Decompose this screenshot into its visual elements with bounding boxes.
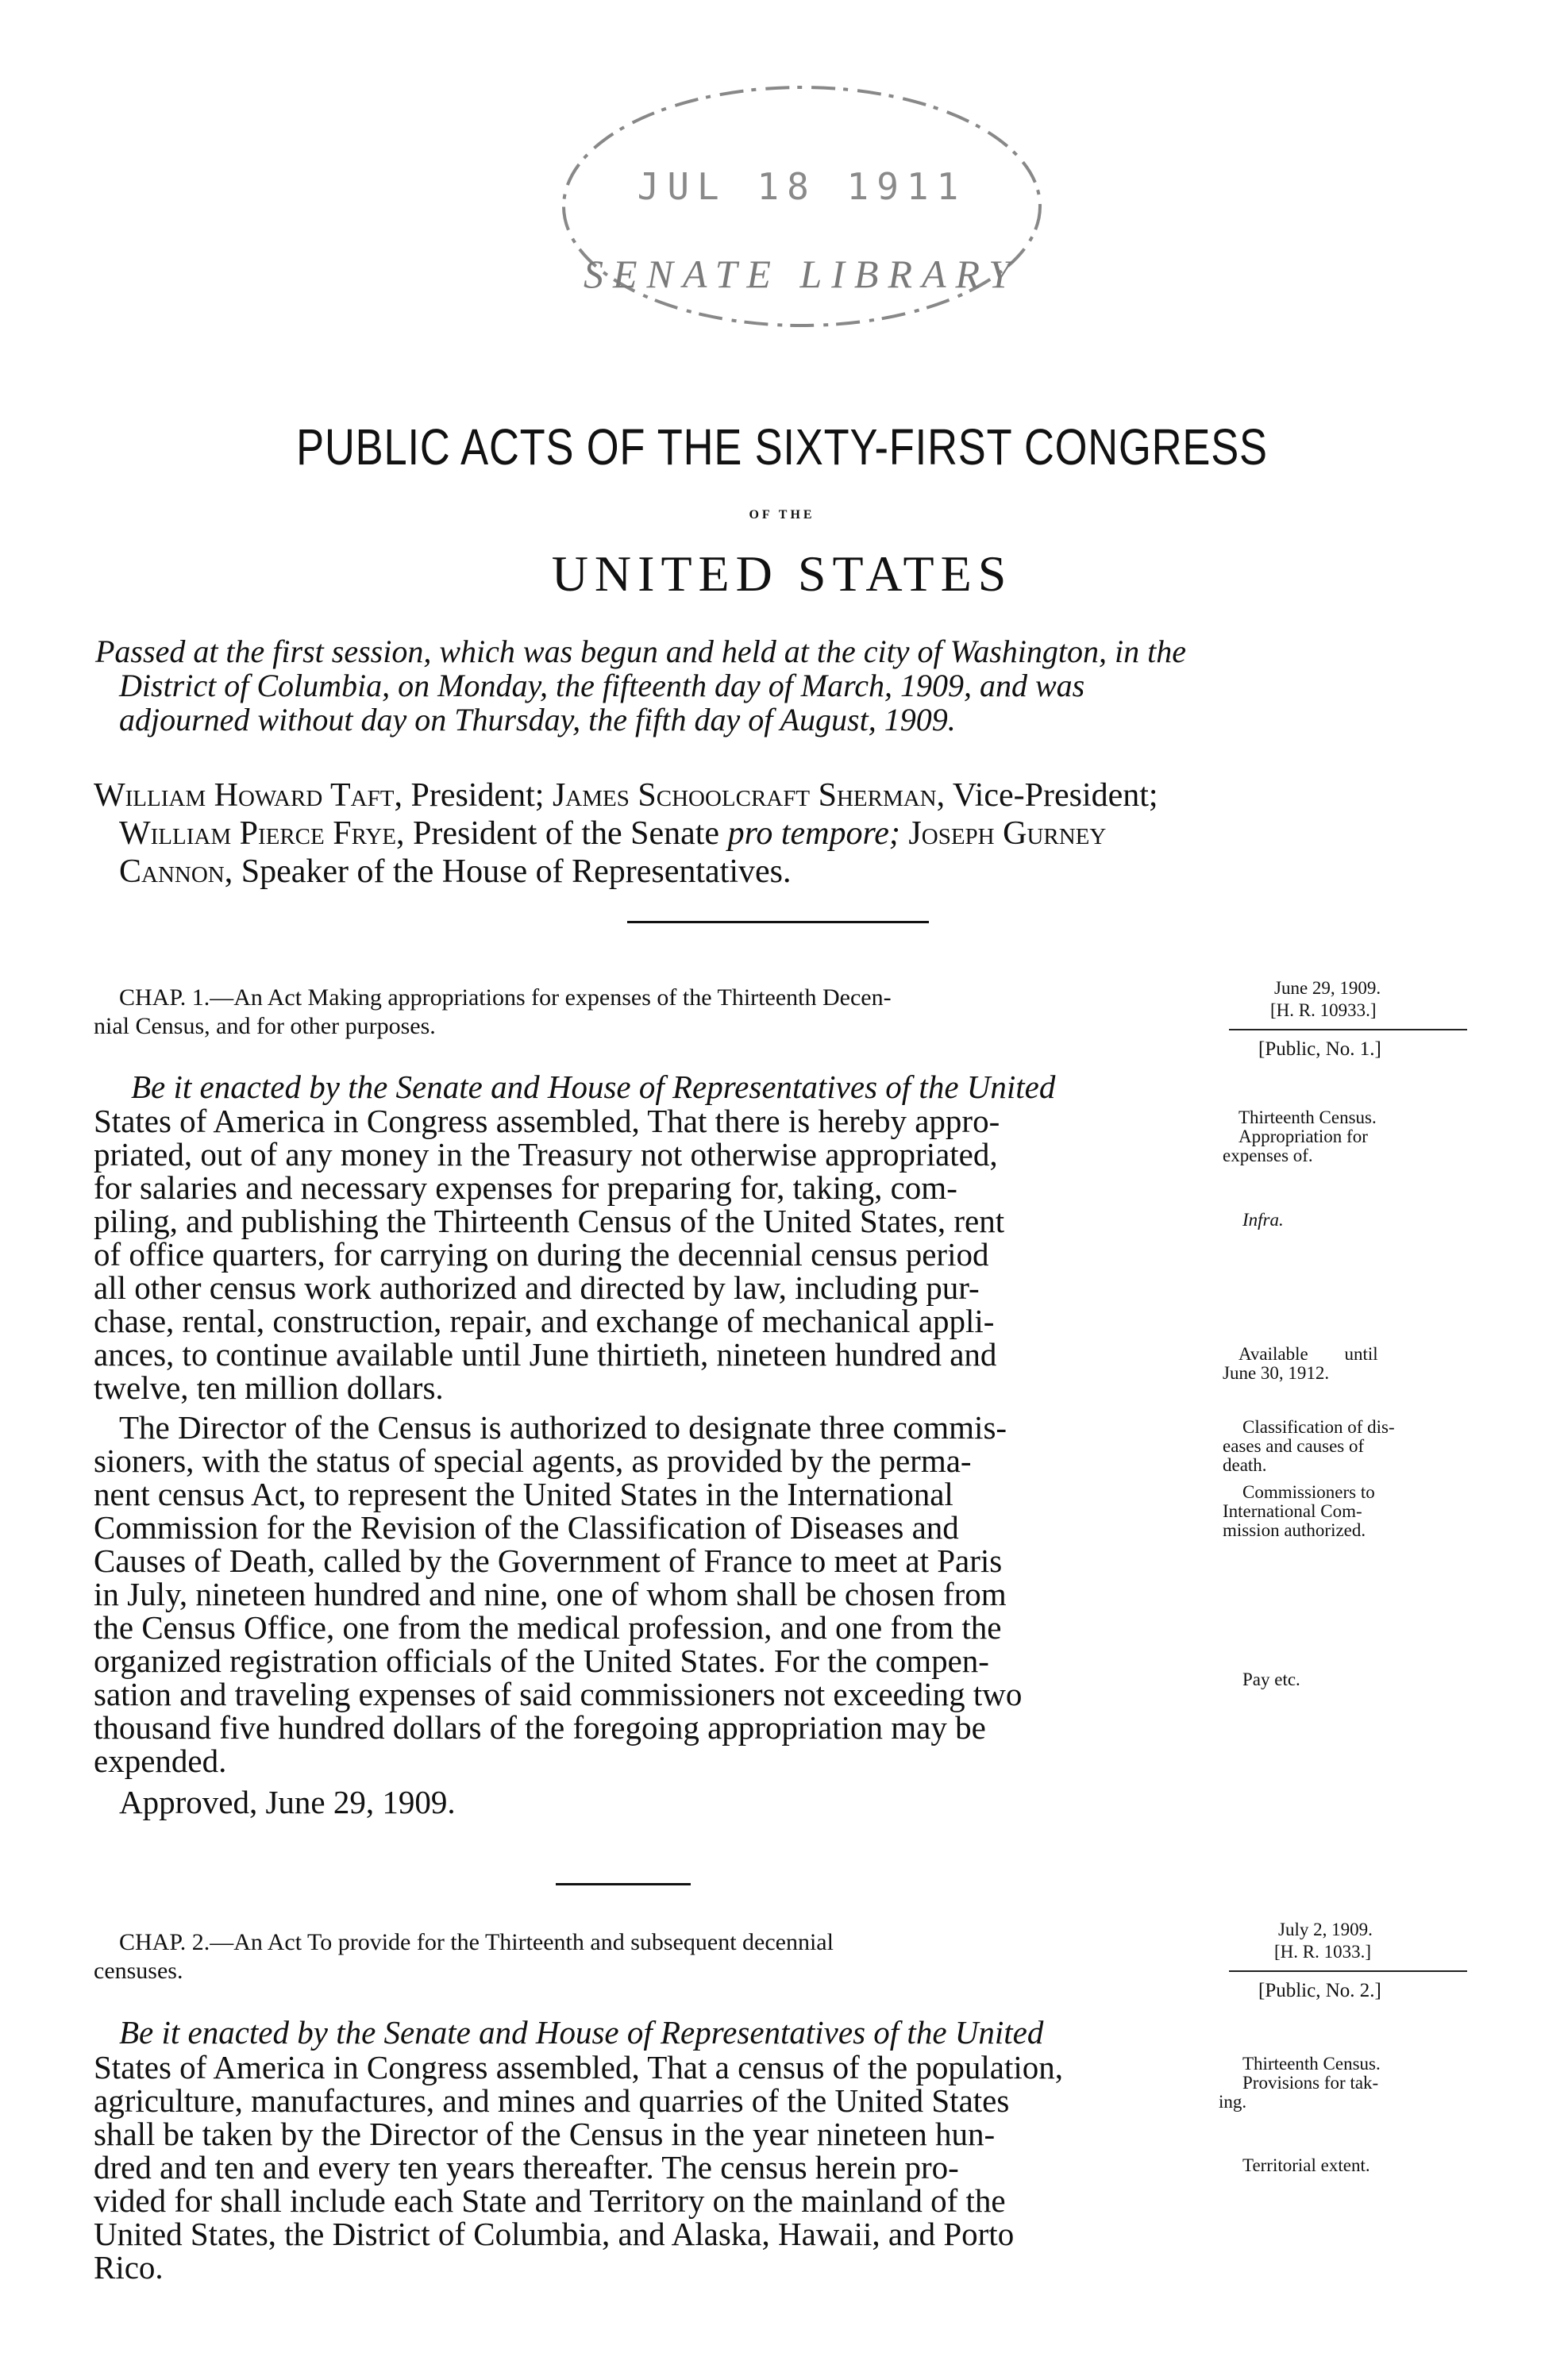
officers-line-3 (119, 853, 792, 891)
officer-name: William Howard Taft (94, 777, 395, 814)
body-line: The Director of the Census is authorized to designate three commis- (119, 1409, 1007, 1446)
body-line: chase, rental, construction, repair, and exchange of mechanical appli- (94, 1303, 995, 1339)
margin-note: expenses of. (1223, 1146, 1313, 1165)
margin-note: Pay etc. (1242, 1669, 1300, 1689)
body-line: States of America in Congress assembled, That there is hereby appro- (94, 1103, 1000, 1139)
chapter-2-heading: CHAP. 2.—An Act To provide for the Thirteenth and subsequent decennial (119, 1929, 834, 1955)
page-title: PUBLIC ACTS OF THE SIXTY-FIRST CONGRESS (296, 418, 1268, 476)
officer-name: Cannon (119, 853, 225, 890)
margin-note: ing. (1219, 2092, 1247, 2112)
margin-note: Available until (1238, 1344, 1378, 1364)
body-line: States of America in Congress assembled, That a census of the population, (94, 2049, 1064, 2085)
chapter-2-bill: [H. R. 1033.] (1274, 1942, 1372, 1962)
officer-name: William Pierce Frye (119, 815, 397, 852)
margin-note: Thirteenth Census. (1238, 1107, 1377, 1127)
officer-title: , Speaker of the House of Representatives. (224, 853, 792, 890)
body-line: United States, the District of Columbia, and Alaska, Hawaii, and Porto (94, 2216, 1015, 2252)
approval-line: Approved, June 29, 1909. (119, 1784, 456, 1820)
chapter-2-date: July 2, 1909. (1278, 1920, 1373, 1939)
stamp-library: SENATE LIBRARY (584, 252, 1020, 296)
body-line: nent census Act, to represent the United States in the International (94, 1476, 953, 1512)
body-line: agriculture, manufactures, and mines and quarries of the United States (94, 2082, 1010, 2119)
margin-note: death. (1223, 1455, 1267, 1475)
body-line: dred and ten and every ten years thereafter. The census herein pro- (94, 2149, 959, 2186)
body-line: Causes of Death, called by the Government of France to meet at Paris (94, 1542, 1003, 1579)
chapter-1-heading: CHAP. 1.—An Act Making appropriations for expenses of the Thirteenth Decen- (119, 984, 892, 1011)
margin-note: mission authorized. (1223, 1520, 1366, 1540)
officer-name: James Schoolcraft Sherman (552, 777, 937, 814)
body-line: Rico. (94, 2249, 164, 2286)
officer-title: , Vice-President; (936, 777, 1158, 814)
margin-note: Provisions for tak- (1242, 2073, 1379, 2093)
margin-note: Territorial extent. (1242, 2155, 1370, 2175)
body-line: piling, and publishing the Thirteenth Census of the United States, rent (94, 1203, 1005, 1239)
stamp-date: JUL 18 1911 (637, 165, 967, 208)
body-line: priated, out of any money in the Treasury not otherwise appropriated, (94, 1136, 998, 1173)
margin-note: eases and causes of (1223, 1436, 1365, 1456)
intro-line: District of Columbia, on Monday, the fifteenth day of March, 1909, and was (119, 668, 1085, 703)
body-line: in July, nineteen hundred and nine, one of whom shall be chosen from (94, 1576, 1007, 1612)
body-line: the Census Office, one from the medical profession, and one from the (94, 1609, 1002, 1646)
officers-line-2 (119, 815, 1106, 853)
body-line: expended. (94, 1743, 227, 1779)
chapter-1-date: June 29, 1909. (1274, 978, 1381, 998)
margin-note: Thirteenth Census. (1242, 2054, 1381, 2074)
body-line: shall be taken by the Director of the Census in the year nineteen hun- (94, 2116, 996, 2152)
margin-note: June 30, 1912. (1223, 1363, 1330, 1383)
library-stamp (548, 64, 1056, 349)
body-line: thousand five hundred dollars of the foregoing appropriation may be (94, 1709, 986, 1746)
title-of-the: OF THE (749, 508, 815, 522)
body-line: twelve, ten million dollars. (94, 1369, 444, 1406)
enacting-clause: Be it enacted by the Senate and House of Representatives of the United (119, 2014, 1044, 2051)
body-line: ances, to continue available until June thirtieth, nineteen hundred and (94, 1336, 997, 1373)
chapter-1-heading: nial Census, and for other purposes. (94, 1013, 436, 1039)
body-line: all other census work authorized and directed by law, including pur- (94, 1269, 980, 1306)
margin-note: Commissioners to (1242, 1482, 1375, 1502)
body-line: sation and traveling expenses of said commissioners not exceeding two (94, 1676, 1023, 1712)
body-line: organized registration officials of the United States. For the compen- (94, 1643, 989, 1679)
officers-line-1 (94, 776, 1158, 815)
margin-rule (1229, 1029, 1467, 1030)
margin-rule (1229, 1970, 1467, 1972)
body-line: of office quarters, for carrying on during the decennial census period (94, 1236, 989, 1273)
enacting-clause: Be it enacted by the Senate and House of Representatives of the United (131, 1069, 1056, 1105)
chapter-1-public: [Public, No. 1.] (1258, 1038, 1381, 1060)
officer-title: , President of the Senate (396, 815, 728, 852)
officer-title-latin: pro tempore; (727, 815, 900, 852)
section-divider (556, 1883, 691, 1885)
officer-title: , President; (394, 777, 553, 814)
margin-note: Classification of dis- (1242, 1417, 1395, 1437)
intro-line: adjourned without day on Thursday, the fifth day of August, 1909. (119, 702, 956, 737)
chapter-2-heading: censuses. (94, 1958, 183, 1984)
officer-name: Joseph Gurney (899, 815, 1107, 852)
chapter-2-public: [Public, No. 2.] (1258, 1980, 1381, 2001)
margin-note: International Com- (1223, 1501, 1362, 1521)
chapter-1-bill: [H. R. 10933.] (1270, 1000, 1377, 1020)
country-title: UNITED STATES (551, 545, 1013, 602)
margin-note: Appropriation for (1238, 1126, 1368, 1146)
body-line: for salaries and necessary expenses for preparing for, taking, com- (94, 1169, 957, 1206)
section-divider (627, 921, 929, 923)
body-line: sioners, with the status of special agents, as provided by the perma- (94, 1442, 972, 1479)
margin-note: Infra. (1242, 1210, 1284, 1230)
body-line: vided for shall include each State and Territory on the mainland of the (94, 2182, 1006, 2219)
body-line: Commission for the Revision of the Classification of Diseases and (94, 1509, 959, 1546)
intro-line: Passed at the first session, which was begun and held at the city of Washington, in the (95, 634, 1187, 669)
